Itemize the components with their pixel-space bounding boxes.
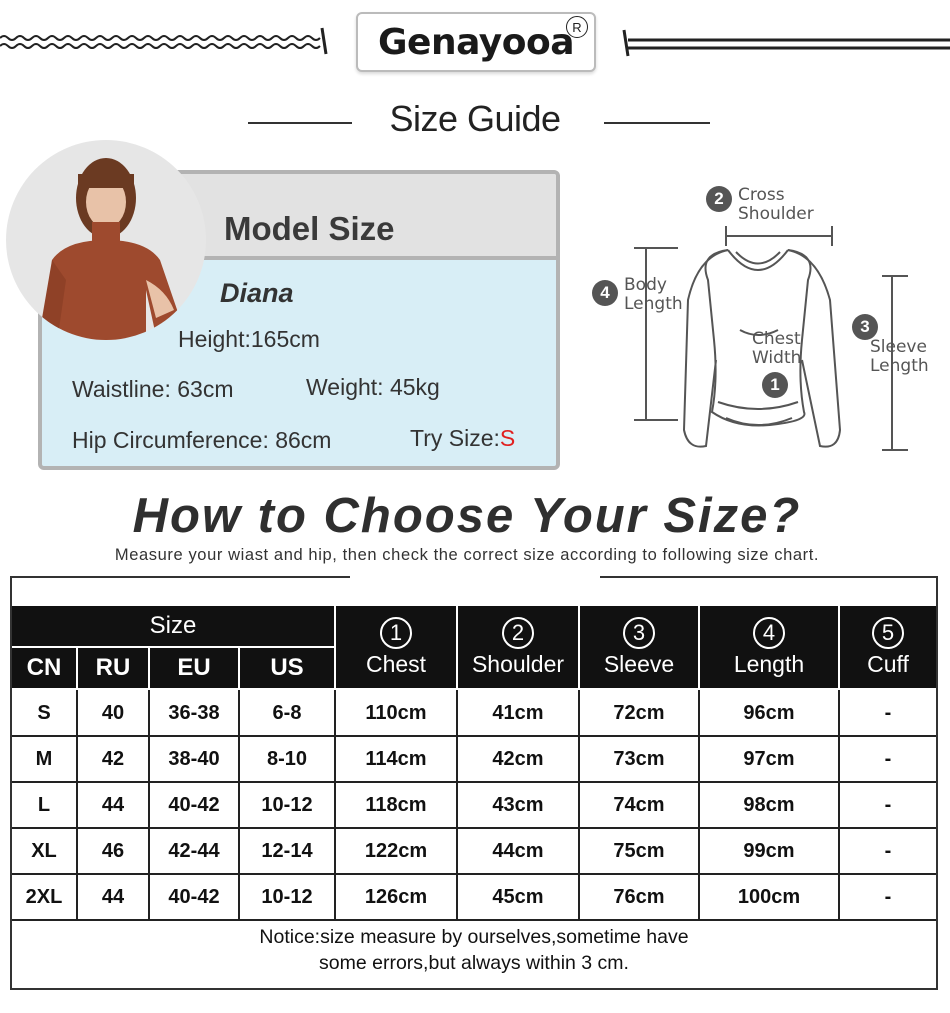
cell-sleeve: 74cm (613, 793, 665, 816)
cell-chest: 110cm (365, 701, 427, 724)
cell-us: 10-12 (261, 885, 313, 908)
cell-cuff: - (884, 747, 892, 770)
cell-cuff: - (884, 701, 892, 724)
col-header-length (700, 606, 838, 688)
how-to-title: How to Choose Your Size? (132, 489, 802, 543)
cell-cn: XL (31, 839, 57, 862)
table-row (12, 690, 936, 736)
cell-us: 12-14 (261, 839, 313, 862)
cell-sleeve: 72cm (613, 701, 665, 724)
col-header-shoulder (458, 606, 578, 688)
col-header-chest (336, 606, 456, 688)
cell-shoulder: 45cm (492, 885, 544, 908)
how-to-subtitle: Measure your wiast and hip, then check the correct size according to following size chart. (114, 546, 820, 564)
notice-text-content: Notice:size measure by ourselves,sometime have some errors,but always within 3 cm. (259, 926, 689, 974)
try-size-value: S (499, 425, 516, 451)
sleeve-label: Sleeve (603, 650, 675, 677)
badge-2: 2 (706, 186, 732, 212)
cell-length: 97cm (743, 747, 795, 770)
label-chest-width: Chest Width (752, 329, 802, 368)
cell-ru: 46 (101, 839, 125, 862)
cell-ru: 44 (101, 885, 125, 908)
cell-length: 100cm (737, 885, 801, 908)
model-weight: Weight: 45kg (306, 374, 440, 400)
label-cross-shoulder: Cross Shoulder (738, 185, 814, 224)
cell-ru: 42 (101, 747, 125, 770)
cell-chest: 114cm (365, 747, 427, 770)
length-number-icon: 4 (753, 617, 785, 649)
cell-sleeve: 76cm (613, 885, 665, 908)
cell-shoulder: 43cm (492, 793, 544, 816)
wavy-line-decoration (0, 26, 330, 56)
shoulder-number-icon: 2 (502, 617, 534, 649)
try-size-label: Try Size: (410, 425, 500, 451)
badge-3: 3 (852, 314, 878, 340)
cell-us: 10-12 (261, 793, 313, 816)
col-header-eu: EU (150, 648, 238, 688)
sleeve-number-icon: 3 (623, 617, 655, 649)
col-header-us: US (240, 648, 334, 688)
chest-number-icon: 1 (380, 617, 412, 649)
model-photo (6, 140, 206, 340)
cell-cuff: - (884, 885, 892, 908)
title-rule-right (604, 122, 710, 124)
badge-1: 1 (762, 372, 788, 398)
column-divider (838, 690, 840, 920)
cell-length: 99cm (743, 839, 795, 862)
table-row (12, 782, 936, 828)
cell-eu: 42-44 (168, 839, 220, 862)
registered-mark: R (566, 16, 588, 38)
model-hip: Hip Circumference: 86cm (72, 427, 332, 453)
cell-eu: 40-42 (168, 885, 220, 908)
column-divider (578, 690, 580, 920)
model-size-title: Model Size (224, 210, 395, 247)
table-top-gap (350, 576, 600, 582)
col-header-cuff (840, 606, 936, 688)
cell-eu: 38-40 (168, 747, 220, 770)
cell-cn: S (37, 701, 51, 724)
brand-name: Genayooa (377, 21, 574, 63)
shoulder-label: Shoulder (471, 650, 565, 677)
cuff-number-icon: 5 (872, 617, 904, 649)
cell-chest: 118cm (365, 793, 427, 816)
brand-logo (356, 12, 596, 72)
cell-cn: M (35, 747, 53, 770)
cell-us: 6-8 (272, 701, 302, 724)
column-divider (456, 690, 458, 920)
chest-label: Chest (365, 650, 427, 677)
label-sleeve-length: Sleeve Length (870, 337, 929, 376)
cell-sleeve: 75cm (613, 839, 665, 862)
table-row (12, 736, 936, 782)
cell-shoulder: 42cm (492, 747, 544, 770)
cell-eu: 36-38 (168, 701, 220, 724)
cell-us: 8-10 (266, 747, 308, 770)
cell-cn: 2XL (25, 885, 63, 908)
cell-cuff: - (884, 793, 892, 816)
col-header-sleeve (580, 606, 698, 688)
label-body-length: Body Length (624, 275, 683, 314)
column-divider (76, 690, 78, 920)
table-row (12, 874, 936, 920)
cell-eu: 40-42 (168, 793, 220, 816)
row-divider (12, 919, 936, 921)
cell-sleeve: 73cm (613, 747, 665, 770)
column-divider (334, 690, 336, 920)
cell-ru: 40 (101, 701, 125, 724)
model-height: Height:165cm (178, 326, 320, 352)
try-size (410, 425, 515, 452)
model-waistline: Waistline: 63cm (72, 376, 234, 402)
column-divider (238, 690, 240, 920)
size-group-header: Size (12, 606, 334, 646)
col-header-ru: RU (78, 648, 148, 688)
double-line-decoration (620, 28, 950, 58)
column-divider (148, 690, 150, 920)
cell-chest: 122cm (364, 839, 428, 862)
cell-length: 96cm (743, 701, 795, 724)
cell-cn: L (37, 793, 51, 816)
measurement-diagram (588, 180, 928, 460)
cell-chest: 126cm (364, 885, 428, 908)
cell-length: 98cm (743, 793, 795, 816)
column-divider (698, 690, 700, 920)
cell-shoulder: 41cm (492, 701, 544, 724)
cell-shoulder: 44cm (492, 839, 544, 862)
badge-4: 4 (592, 280, 618, 306)
cuff-label: Cuff (867, 650, 909, 677)
table-row (12, 828, 936, 874)
length-label: Length (733, 650, 805, 677)
cell-ru: 44 (101, 793, 125, 816)
model-name: Diana (220, 278, 294, 308)
page-title: Size Guide (389, 98, 561, 139)
cell-cuff: - (884, 839, 892, 862)
notice-text (12, 924, 936, 976)
col-header-cn: CN (12, 648, 76, 688)
